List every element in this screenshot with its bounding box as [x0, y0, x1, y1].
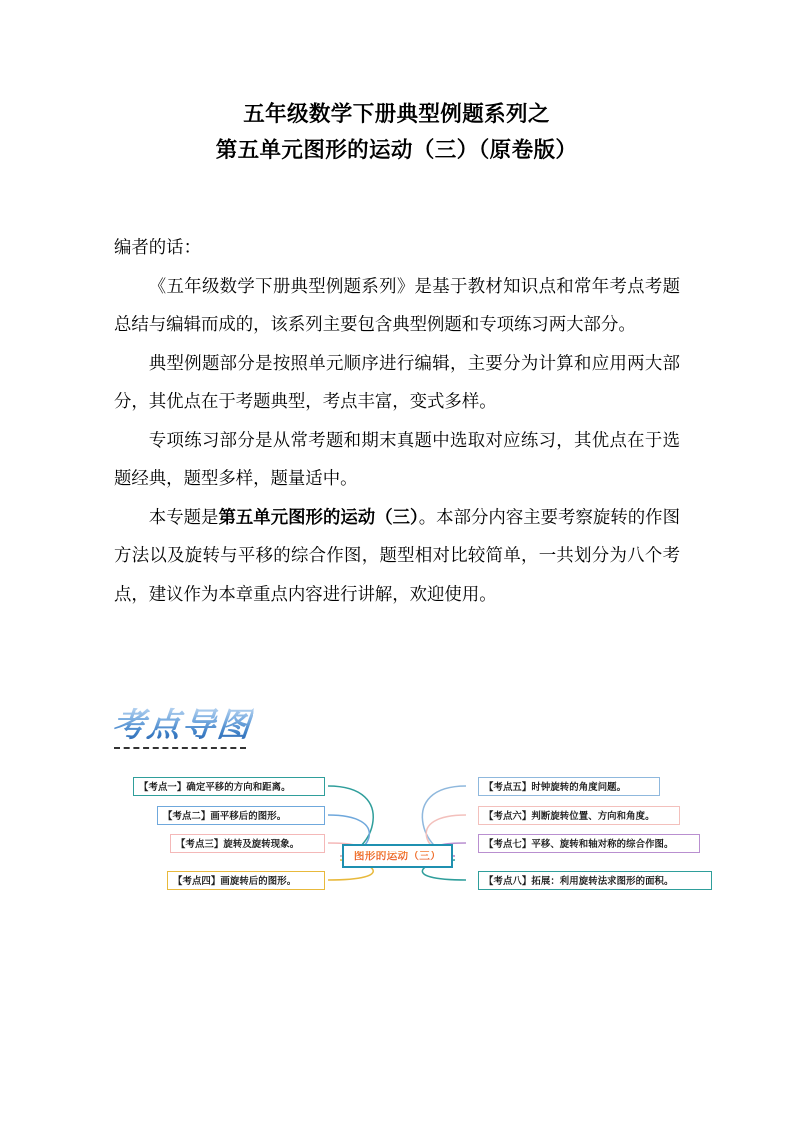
mindmap-diagram	[0, 770, 793, 920]
paragraph-4	[114, 498, 680, 614]
mindmap-node-right-5-label: 【考点五】时钟旋转的角度问题。	[484, 780, 627, 792]
editor-note-label: 编者的话：	[114, 237, 201, 257]
final-paragraph-bold: 第五单元图形的运动（三）	[218, 506, 419, 527]
mindmap-node-right-8-label: 【考点八】拓展：利用旋转法求图形的面积。	[484, 874, 674, 886]
page-title	[0, 96, 793, 168]
mindmap-node-left-3-label: 【考点三】旋转及旋转现象。	[176, 837, 300, 849]
mindmap-node-left-3[interactable]	[170, 834, 325, 853]
mindmap-node-left-2[interactable]	[157, 806, 325, 825]
paragraph-3: 专项练习部分是从常考题和期末真题中选取对应练习，其优点在于选题经典，题型多样，题量适中。	[114, 429, 680, 488]
mindmap-node-left-4[interactable]	[167, 871, 325, 890]
mindmap-node-left-2-label: 【考点二】画平移后的图形。	[163, 809, 287, 821]
section-heading-kaodian-daotu	[112, 706, 282, 758]
mindmap-node-right-7[interactable]	[478, 834, 700, 853]
title-line-2: 第五单元图形的运动（三）（原卷版）	[215, 138, 578, 162]
body-content	[114, 228, 680, 613]
mindmap-node-right-5[interactable]	[478, 777, 660, 796]
mindmap-node-left-4-label: 【考点四】画旋转后的图形。	[173, 874, 297, 886]
mindmap-node-left-1-label: 【考点一】确定平移的方向和距离。	[139, 780, 291, 792]
mindmap-node-right-7-label: 【考点七】平移、旋转和轴对称的综合作图。	[484, 837, 674, 849]
mindmap-node-right-6[interactable]	[478, 806, 680, 825]
paragraph-2: 典型例题部分是按照单元顺序进行编辑，主要分为计算和应用两大部分，其优点在于考题典型，考点丰富，变式多样。	[114, 352, 680, 411]
mindmap-node-right-6-label: 【考点六】判断旋转位置、方向和角度。	[484, 809, 655, 821]
mindmap-center-node-label: 图形的运动（三）	[353, 849, 442, 862]
final-paragraph-suffix: 。本部分内容主要考察旋转的作图方法以及旋转与平移的综合作图，题型相对比较简单，一共划分为八个考点，建议作为本章重点内容进行讲解，欢迎使用。	[114, 506, 680, 604]
final-paragraph-prefix: 本专题是	[148, 506, 219, 527]
section-heading-underline	[114, 747, 246, 749]
title-line-1: 五年级数学下册典型例题系列之	[243, 102, 550, 126]
paragraph-1: 《五年级数学下册典型例题系列》是基于教材知识点和常年考点考题总结与编辑而成的，该系列主要包含典型例题和专项练习两大部分。	[114, 275, 680, 334]
mindmap-node-left-1[interactable]	[133, 777, 325, 796]
mindmap-center-node[interactable]	[342, 844, 453, 868]
mindmap-node-right-8[interactable]	[478, 871, 712, 890]
section-heading-text: 考点导图	[110, 708, 254, 744]
